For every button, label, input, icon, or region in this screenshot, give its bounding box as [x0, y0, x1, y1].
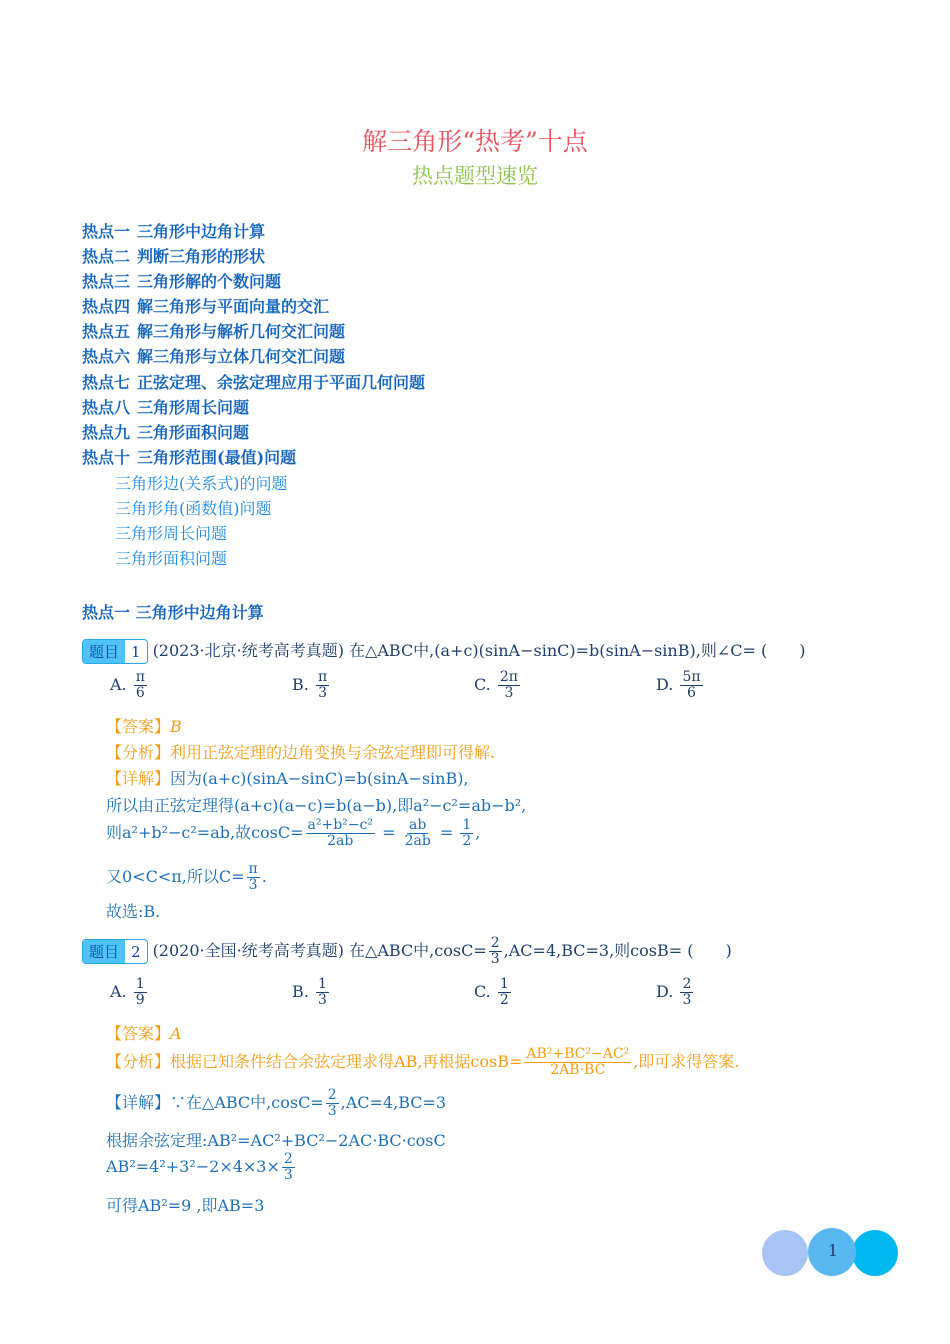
question-tag — [82, 639, 148, 664]
toc-text: 解三角形与平面向量的交汇 — [137, 297, 330, 316]
question-tag-label: 题目 — [83, 940, 125, 963]
toc-text: 解三角形与解析几何交汇问题 — [137, 322, 346, 341]
analysis-text: ,即可求得答案. — [633, 1052, 740, 1071]
toc-item[interactable] — [82, 370, 425, 393]
question-1-stem — [82, 638, 805, 664]
fraction — [316, 670, 329, 701]
toc-item[interactable] — [82, 445, 296, 468]
toc-text: 三角形解的个数问题 — [137, 272, 282, 291]
option-d[interactable] — [656, 670, 705, 701]
fraction-den: 2 — [499, 992, 509, 1008]
answer-line — [106, 714, 182, 737]
option-label: C. — [474, 982, 491, 1001]
toc-label: 热点一 — [82, 222, 131, 241]
fraction — [498, 977, 511, 1008]
fraction-num: π — [135, 669, 145, 685]
detail-line: 故选:B. — [106, 902, 161, 921]
question-number: 1 — [125, 642, 147, 662]
question-text: (2020·全国·统考高考真题) 在△ABC中,cosC= — [152, 941, 487, 960]
fraction — [134, 977, 147, 1008]
detail-text: ∵在△ABC中,cosC= — [170, 1093, 324, 1112]
fraction-num: 2π — [499, 669, 518, 685]
fraction-den: 2ab — [327, 833, 354, 849]
toc-text: 三角形面积问题 — [137, 423, 250, 442]
answer-value: A — [170, 1024, 182, 1043]
fraction-num: π — [317, 669, 328, 685]
analysis-text: 利用正弦定理的边角变换与余弦定理即可得解. — [170, 743, 496, 762]
analysis-label: 【分析】 — [106, 1052, 171, 1071]
fraction-den: 3 — [327, 1103, 337, 1119]
question-tag-label: 题目 — [83, 640, 125, 663]
fraction-den: 3 — [248, 877, 258, 893]
fraction-num: a²+b²−c² — [307, 817, 373, 833]
fraction — [489, 936, 502, 967]
option-label: D. — [656, 675, 674, 694]
fraction-den: 2AB·BC — [550, 1062, 606, 1078]
fraction-den: 2ab — [404, 833, 431, 849]
detail-line: 则a²+b²−c²=ab,故cosC= $\frac{\text{a²+b²−c²}}{2ab}$ = $\frac{ab}{2ab}$ = $\frac{1}{2}$ , — [106, 817, 481, 849]
detail-line: 根据余弦定理:AB²=AC²+BC²−2AC·BC·cosC — [106, 1131, 446, 1150]
toc-label: 热点四 — [82, 297, 131, 316]
toc-text: 判断三角形的形状 — [137, 247, 266, 266]
fraction-den: 3 — [317, 992, 327, 1008]
toc-subitem[interactable]: 三角形周长问题 — [115, 524, 228, 543]
answer-label: 【答案】 — [106, 1024, 171, 1043]
question-number: 2 — [125, 942, 147, 962]
fraction — [306, 818, 375, 849]
question-2-stem — [82, 936, 732, 967]
fraction — [460, 818, 473, 849]
toc-subitem[interactable]: 三角形面积问题 — [115, 549, 228, 568]
fraction-num: 5π — [682, 669, 701, 685]
section-heading: 热点一 三角形中边角计算 — [82, 603, 264, 622]
fraction — [134, 670, 147, 701]
fraction — [316, 977, 329, 1008]
toc-label: 热点七 — [82, 373, 131, 392]
fraction-den: 9 — [135, 992, 145, 1008]
toc-text: 三角形周长问题 — [137, 398, 250, 417]
option-c[interactable] — [474, 670, 522, 701]
fraction-den: 3 — [504, 685, 514, 701]
toc-item[interactable] — [82, 294, 329, 317]
page-decoration-circle — [762, 1230, 808, 1276]
detail-line: 又0<C<π,所以C= $\frac{\pi}{3}$ . — [106, 861, 267, 893]
toc-label: 热点五 — [82, 322, 131, 341]
detail-line — [106, 1152, 297, 1183]
option-label: B. — [292, 675, 309, 694]
detail-line: 所以由正弦定理得(a+c)(a−c)=b(a−b),即a²−c²=ab−b², — [106, 796, 527, 815]
toc-subitem[interactable]: 三角形角(函数值)问题 — [115, 499, 272, 518]
question-tag — [82, 939, 148, 964]
fraction — [282, 1152, 295, 1183]
document-title: 解三角形“热考”十点 — [362, 127, 588, 156]
detail-line — [106, 1088, 446, 1119]
analysis-line — [106, 1047, 739, 1078]
toc-label: 热点九 — [82, 423, 131, 442]
fraction-num: AB²+BC²−AC² — [526, 1046, 630, 1062]
detail-line — [106, 766, 469, 789]
answer-value: B — [170, 717, 182, 736]
fraction-num: 2 — [327, 1087, 337, 1103]
question-text: ,AC=4,BC=3,则cosB= ( ) — [503, 941, 732, 960]
toc-item[interactable] — [82, 395, 249, 418]
option-a[interactable] — [110, 670, 149, 701]
option-label: D. — [656, 982, 674, 1001]
toc-label: 热点三 — [82, 272, 131, 291]
detail-label: 【详解】 — [106, 769, 171, 788]
fraction-num: 1 — [499, 976, 509, 992]
toc-text: 正弦定理、余弦定理应用于平面几何问题 — [137, 373, 426, 392]
question-text: (2023·北京·统考高考真题) 在△ABC中,(a+c)(sinA−sinC)=b(sinA−sinB),则∠C= ( ) — [152, 641, 806, 660]
fraction-num: 2 — [682, 976, 692, 992]
toc-text: 三角形中边角计算 — [137, 222, 266, 241]
analysis-line — [106, 740, 495, 763]
detail-text: 又0<C<π,所以C= — [106, 867, 245, 886]
toc-label: 热点十 — [82, 448, 131, 467]
fraction — [498, 670, 520, 701]
fraction — [326, 1088, 339, 1119]
answer-line — [106, 1021, 182, 1044]
option-d[interactable] — [656, 977, 695, 1008]
toc-item[interactable] — [82, 244, 265, 267]
toc-item[interactable] — [82, 344, 345, 367]
option-label: C. — [474, 675, 491, 694]
fraction-num: 1 — [462, 817, 472, 833]
analysis-text: 根据已知条件结合余弦定理求得AB,再根据cosB= — [170, 1052, 523, 1071]
fraction-num: π — [248, 861, 258, 877]
fraction-den: 3 — [318, 685, 327, 701]
option-c[interactable] — [474, 977, 513, 1008]
analysis-label: 【分析】 — [106, 743, 171, 762]
fraction — [524, 1047, 631, 1078]
fraction-den: 3 — [682, 992, 692, 1008]
option-b[interactable] — [292, 670, 331, 701]
page-number: 1 — [827, 1241, 839, 1260]
toc-item[interactable] — [82, 420, 249, 443]
page-decoration-circle — [852, 1230, 898, 1276]
fraction-num: 1 — [317, 976, 327, 992]
toc-label: 热点二 — [82, 247, 131, 266]
detail-text: AB²=4²+3²−2×4×3× — [106, 1157, 280, 1176]
option-label: A. — [110, 982, 127, 1001]
fraction-num: 1 — [135, 976, 145, 992]
toc-text: 解三角形与立体几何交汇问题 — [137, 347, 346, 366]
detail-text: 因为(a+c)(sinA−sinC)=b(sinA−sinB), — [170, 769, 469, 788]
detail-text: ,AC=4,BC=3 — [340, 1093, 447, 1112]
fraction-num: 2 — [283, 1151, 293, 1167]
toc-label: 热点六 — [82, 347, 131, 366]
detail-label: 【详解】 — [106, 1093, 171, 1112]
fraction-den: 2 — [462, 833, 472, 849]
fraction — [680, 977, 693, 1008]
toc-text: 三角形范围(最值)问题 — [137, 448, 297, 467]
fraction-den: 6 — [135, 685, 145, 701]
document-subtitle: 热点题型速览 — [412, 164, 538, 188]
fraction-num: ab — [409, 817, 427, 833]
detail-line: 可得AB²=9 ,即AB=3 — [106, 1196, 265, 1215]
toc-item[interactable] — [82, 269, 281, 292]
fraction — [680, 670, 702, 701]
option-a[interactable] — [110, 977, 149, 1008]
option-label: A. — [110, 675, 127, 694]
toc-subitem[interactable]: 三角形边(关系式)的问题 — [115, 474, 288, 493]
option-b[interactable] — [292, 977, 331, 1008]
fraction-den: 6 — [687, 685, 696, 701]
toc-item[interactable] — [82, 219, 265, 242]
answer-label: 【答案】 — [106, 717, 171, 736]
option-label: B. — [292, 982, 309, 1001]
fraction — [247, 862, 260, 893]
toc-label: 热点八 — [82, 398, 131, 417]
fraction — [403, 818, 433, 849]
detail-text: 则a²+b²−c²=ab,故cosC= — [106, 823, 304, 842]
toc-item[interactable] — [82, 319, 345, 342]
fraction-den: 3 — [283, 1167, 293, 1183]
fraction-den: 3 — [490, 951, 500, 967]
fraction-num: 2 — [490, 935, 500, 951]
